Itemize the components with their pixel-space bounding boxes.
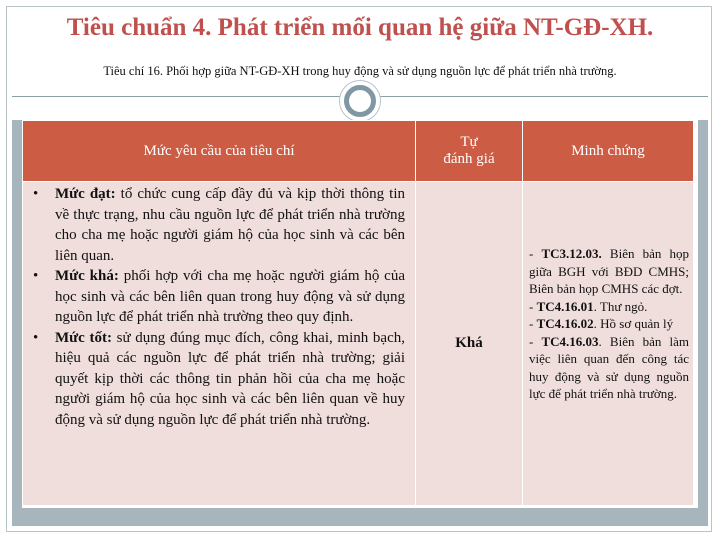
header-self-assessment — [416, 121, 523, 182]
evidence-item — [529, 298, 689, 316]
table-header-row — [23, 121, 694, 182]
evidence-dash: - — [529, 316, 537, 331]
level-label: Mức đạt: — [55, 186, 116, 202]
right-decor-bar — [698, 120, 708, 510]
ring-icon — [344, 85, 376, 117]
requirements-cell — [23, 182, 416, 506]
evidence-item — [529, 315, 689, 333]
header-self-assessment-line1: Tự — [460, 134, 478, 150]
evidence-code: TC4.16.02 — [536, 316, 594, 331]
evidence-text: . Hồ sơ quản lý — [593, 316, 674, 331]
header-self-assessment-line2: đánh giá — [443, 151, 495, 167]
evidence-text: . Thư ngỏ. — [593, 298, 648, 314]
self-assessment-value: Khá — [416, 182, 523, 506]
list-item — [23, 328, 405, 431]
level-label: Mức tốt: — [55, 329, 112, 346]
evidence-text: . Biên bản làm việc liên quan đến công tác huy động và sử dụng nguồn lực để phát triển nhà trường. — [529, 333, 689, 401]
level-text: sử dụng đúng mục đích, công khai, minh bạch, hiệu quả các nguồn lực để phát triển nhà trường; giải quyết kịp thời các thông tin phản hồi của cha mẹ hoặc người giám hộ của học sinh và các bên liên quan về huy động và sử dụng nguồn lực để phát triển nhà trường. — [55, 329, 405, 428]
level-text: tổ chức cung cấp đầy đủ và kịp thời thông tin về thực trạng, nhu cầu nguồn lực để phát triển nhà trường cho cha mẹ hoặc người giám hộ của học sinh và các bên liên quan. — [55, 186, 405, 264]
evidence-code: TC3.12.03. — [541, 246, 602, 261]
evidence-code: TC4.16.01 — [536, 298, 594, 314]
left-decor-bar — [12, 120, 22, 510]
evidence-item — [529, 245, 689, 298]
evidence-dash: - — [529, 246, 542, 261]
evidence-item — [529, 333, 689, 403]
list-item — [23, 266, 405, 328]
requirements-list — [23, 184, 415, 430]
level-label: Mức khá: — [55, 268, 119, 284]
evidence-text: Biên bản họp giữa BGH với BĐD CMHS; Biên bản họp CMHS các đợt. — [529, 246, 689, 296]
list-item — [23, 184, 405, 266]
criteria-table — [22, 120, 694, 506]
bullet-icon: • — [33, 329, 39, 346]
bottom-decor-bar — [12, 508, 708, 526]
slide-title: Tiêu chuẩn 4. Phát triển mối quan hệ giữa NT-GĐ-XH. — [66, 14, 654, 41]
header-evidence: Minh chứng — [523, 121, 694, 182]
level-text: phối hợp với cha mẹ hoặc người giám hộ của học sinh và các bên liên quan trong huy động và sử dụng nguồn lực để phát triển nhà trường theo quy định. — [55, 268, 405, 325]
evidence-dash: - — [529, 333, 542, 349]
bullet-icon: • — [33, 268, 39, 284]
evidence-dash: - — [529, 298, 537, 314]
evidence-code: TC4.16.03 — [541, 333, 599, 349]
evidence-cell — [523, 182, 694, 506]
table-row — [23, 182, 694, 506]
header-requirement: Mức yêu cầu của tiêu chí — [23, 121, 416, 182]
slide-subtitle: Tiêu chí 16. Phối hợp giữa NT-GĐ-XH trong huy động và sử dụng nguồn lực để phát triển nhà trường. — [103, 64, 617, 78]
bullet-icon: • — [33, 186, 39, 202]
